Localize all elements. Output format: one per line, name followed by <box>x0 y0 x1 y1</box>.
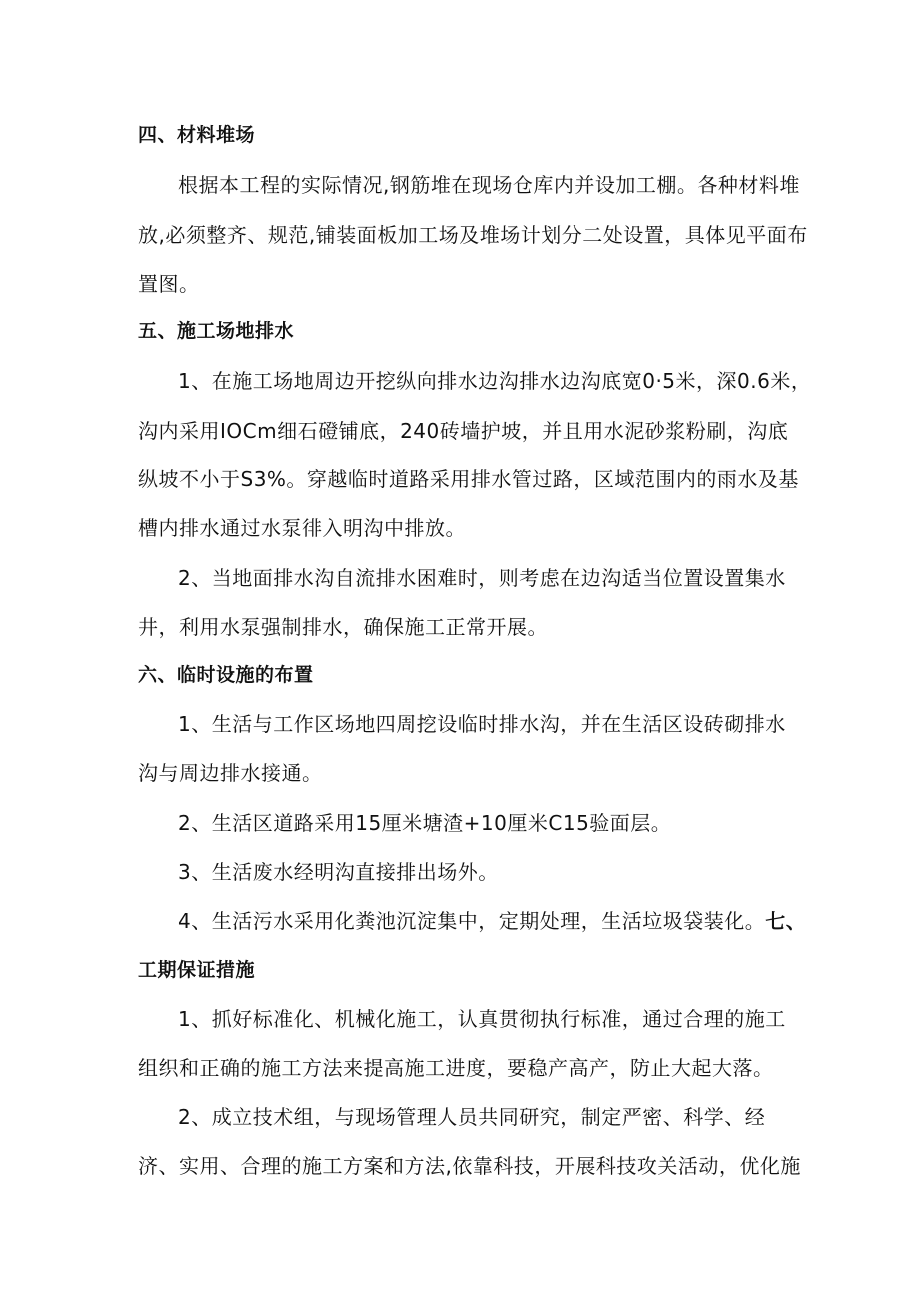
paragraph-line: 井，利用水泵强制排水，确保施工正常开展。 <box>138 615 548 639</box>
section-heading-schedule-guarantee: 工期保证措施 <box>138 959 256 981</box>
paragraph-line: 2、成立技术组，与现场管理人员共同研究，制定严密、科学、经 <box>178 1105 766 1129</box>
section-number-seven: 七、 <box>765 909 807 933</box>
paragraph-line <box>178 908 806 934</box>
paragraph-line: 3、生活废水经明沟直接排出场外。 <box>178 860 499 884</box>
paragraph-text: 4、生活污水采用化粪池沉淀集中，定期处理，生活垃圾袋装化。 <box>178 909 766 933</box>
paragraph-line: 放,必须整齐、规范,铺装面板加工场及堆场计划分二处设置，具体见平面布 <box>138 223 808 247</box>
section-heading-site-drainage: 五、施工场地排水 <box>138 320 295 342</box>
paragraph-line: 1、抓好标准化、机械化施工，认真贯彻执行标准，通过合理的施工 <box>178 1007 786 1031</box>
paragraph-line: 2、当地面排水沟自流排水困难时，则考虑在边沟适当位置设置集水 <box>178 566 786 590</box>
paragraph-line: 2、生活区道路采用15厘米塘渣+10厘米C15验面层。 <box>178 811 672 835</box>
paragraph-line: 1、生活与工作区场地四周挖设临时排水沟，并在生活区设砖砌排水 <box>178 712 786 736</box>
paragraph-line: 纵坡不小于S3%。穿越临时道路采用排水管过路，区域范围内的雨水及基 <box>138 467 799 491</box>
paragraph-line: 槽内排水通过水泵徘入明沟中排放。 <box>138 516 466 540</box>
paragraph-line: 沟与周边排水接通。 <box>138 761 323 785</box>
paragraph-line: 根据本工程的实际情况,钢筋堆在现场仓库内并设加工棚。各种材料堆 <box>178 173 800 197</box>
paragraph-line: 济、实用、合理的施工方案和方法,依靠科技，开展科技攻关活动，优化施 <box>138 1154 801 1178</box>
paragraph-line: 沟内采用IOCm细石磴铺底，240砖墙护坡，并且用水泥砂浆粉刷，沟底 <box>138 419 789 443</box>
paragraph-line: 置图。 <box>138 272 200 296</box>
paragraph-line: 组织和正确的施工方法来提高施工进度，要稳产高产，防止大起大落。 <box>138 1056 774 1080</box>
section-heading-temporary-facilities: 六、临时设施的布置 <box>138 664 314 686</box>
paragraph-line: 1、在施工场地周边开挖纵向排水边沟排水边沟底宽0·5米，深0.6米， <box>178 369 812 393</box>
section-heading-materials-yard: 四、材料堆场 <box>138 124 256 146</box>
